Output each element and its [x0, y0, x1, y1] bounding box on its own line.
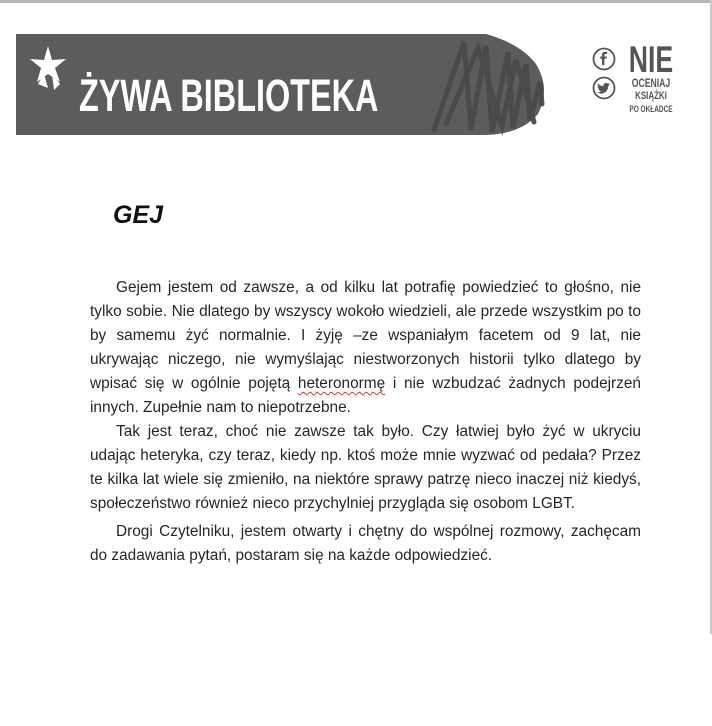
twitter-icon[interactable]	[592, 76, 616, 100]
facebook-icon[interactable]	[592, 47, 616, 71]
banner-title: ŻYWA BIBLIOTEKA	[79, 70, 379, 121]
document-body	[90, 276, 641, 568]
spellcheck-flagged-word[interactable]: heteronormę	[297, 375, 386, 392]
paragraph-3: Drogi Czytelniku, jestem otwarty i chętny do wspólnej rozmowy, zachęcam do zadawania pytań, postaram się na każde odpowiedzieć.	[90, 523, 641, 564]
paragraph-1	[90, 276, 641, 420]
slogan-line-2: OCENIAJ	[631, 76, 671, 90]
header-banner	[16, 34, 554, 135]
slogan-logo	[624, 39, 684, 115]
slogan-line-4: PO OKŁADCE	[629, 104, 673, 114]
slogan-line-1: NIE	[628, 39, 674, 80]
slogan-line-3: KSIĄŻKI	[635, 90, 667, 102]
paragraph-1-text-b: i nie wzbudzać żadnych podejrzeń innych. Zupełnie nam to niepotrzebne.	[90, 375, 641, 416]
page-top-border	[0, 0, 712, 3]
document-title: GEJ	[113, 201, 164, 229]
paragraph-2: Tak jest teraz, choć nie zawsze tak było. Czy łatwiej było żyć w ukryciu udając heteryka, czy teraz, kiedy np. ktoś może mnie wyzwać od pedała? Przez te kilka lat wiele się zmieniło, na niektóre sprawy patrzę nieco inaczej niż kiedyś, społeczeństwo również nieco przychylniej przygląda się osobom LGBT.	[90, 423, 641, 512]
paragraph-1-text-a: Gejem jestem od zawsze, a od kilku lat potrafię powiedzieć to głośno, nie tylko sobie. Nie dlatego by wszyscy wokoło wiedzieli, ale przede wszystkim po to by samemu żyć normalnie. I żyję –ze wspaniałym facetem od 9 lat, nie ukrywając niczego, nie wymyślając niestworzonych historii tylko dlatego by wpisać się w ogólnie pojętą	[90, 279, 641, 392]
